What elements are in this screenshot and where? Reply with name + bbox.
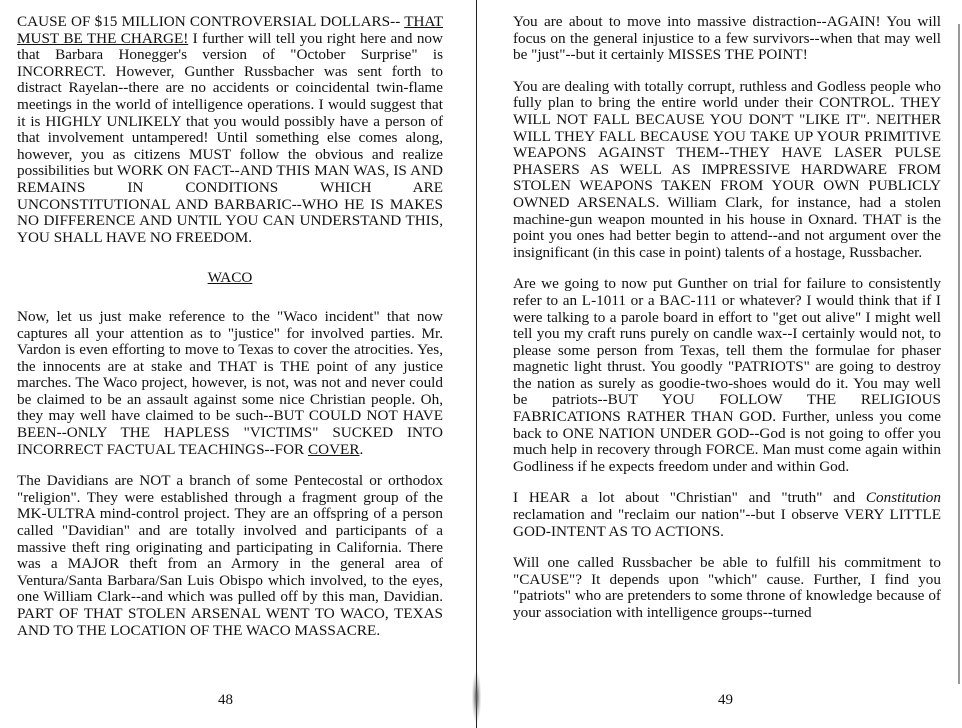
gutter-smudge xyxy=(472,672,481,722)
left-page xyxy=(17,14,443,639)
left-p2-underlined: COVER xyxy=(307,440,360,458)
right-paragraph-4 xyxy=(513,490,941,540)
right-p4-end: reclamation and "reclaim our nation"--but I observe VERY LITTLE GOD-INTENT AS TO ACTIONS. xyxy=(513,506,941,540)
right-p4-italic: Constitution xyxy=(865,489,941,507)
page-edge-line xyxy=(958,24,960,684)
right-page-number: 49 xyxy=(718,692,733,708)
left-p2-text: Now, let us just make reference to the "Waco incident" that now captures all your attention as to "justice" for involved parties. Mr. Vardon is even efforting to move to Texas to cover the atrocities. Yes, the innocents are at stake and THAT is THE point of any justice marches. The Waco project, however, is not, was not and never could be claimed to be an assault against some nice Christian people. Oh, they may well have claimed to be such--BUT COULD NOT HAVE BEEN--ONLY THE HAPLESS "VICTIMS" SUCKED INTO INCORRECT FACTUAL TEACHINGS--FOR xyxy=(17,307,443,458)
right-p4-start: I HEAR a lot about "Christian" and "truth" and xyxy=(513,489,866,507)
left-paragraph-1 xyxy=(17,14,443,246)
left-page-number: 48 xyxy=(218,692,233,708)
right-paragraph-5: Will one called Russbacher be able to fulfill his commitment to "CAUSE"? It depends upon "which" cause. Further, I find you "patriots" who are pretenders to some throne of knowledge because of your association with intelligence groups--turned xyxy=(513,554,941,621)
left-p2-end: . xyxy=(359,440,364,458)
right-paragraph-1: You are about to move into massive distraction--AGAIN! You will focus on the general injustice to a few survivors--when that may well be "just"--but it certainly MISSES THE POINT! xyxy=(513,13,941,64)
left-p1-underlined: THAT MUST BE THE CHARGE! xyxy=(17,13,443,47)
left-p1-rest: I further will tell you right here and now that Barbara Honegger's version of "October Surprise" is INCORRECT. However, Gunther Russbacher was sent forth to distract Rayelan--there are no accidents or coincidental twin-flame meetings in the world of intelligence operations. I would suggest that it is HIGHLY UNLIKELY that you would possibly have a person of that involvement untampered! Until something else comes along, however, you as citizens MUST follow the obvious and realize possibilities but WORK ON FACT--AND THIS MAN WAS, IS AND REMAINS IN CONDITIONS WHICH ARE UNCONSTITUTIONAL AND BARBARIC--WHO HE IS MAKES NO DIFFERENCE AND UNTIL YOU CAN UNDERSTAND THIS, YOU SHALL HAVE NO FREEDOM. xyxy=(17,29,443,246)
gutter-line xyxy=(476,0,477,728)
left-paragraph-3: The Davidians are NOT a branch of some Pentecostal or orthodox "religion". They were established through a fragment group of the MK-ULTRA mind-control project. They are an offspring of a person called "Davidian" and are totally involved and participants of a massive theft ring originating and participating in California. There was a MAJOR theft from an Armory in the general area of Ventura/Santa Barbara/San Luis Obispo which involved, to the eyes, one William Clark--and which was pulled off by this man, Davidian. PART OF THAT STOLEN ARSENAL WENT TO WACO, TEXAS AND TO THE LOCATION OF THE WACO MASSACRE. xyxy=(17,472,443,639)
right-paragraph-2: You are dealing with totally corrupt, ruthless and Godless people who fully plan to bring the entire world under their CONTROL. THEY WILL NOT FALL BECAUSE YOU DON'T "LIKE IT". NEITHER WILL THEY FALL BECAUSE YOU TAKE UP YOUR PRIMITIVE WEAPONS AGAINST THEM--THEY HAVE LASER PULSE PHASERS AS WELL AS IMPRESSIVE HARDWARE FROM STOLEN WEAPONS TAKEN FROM YOUR OWN PUBLICLY OWNED ARSENALS. William Clark, for instance, had a stolen machine-gun weapon mounted in his house in Oxnard. THAT is the point you ones had better begin to attend--and not argument over the insignificant (in this case in point) talents of a hostage, Russbacher. xyxy=(513,77,941,261)
left-paragraph-2 xyxy=(17,309,443,458)
left-p1-opening: CAUSE OF $15 MILLION CONTROVERSIAL DOLLARS-- xyxy=(17,13,401,30)
book-gutter xyxy=(470,0,482,728)
right-paragraph-3: Are we going to now put Gunther on trial for failure to consistently refer to an L-1011 or a BAC-111 or whatever? I would think that if I were talking to a parole board in effort to "get out alive" I might well tell you my craft runs purely on candle wax--I certainly would not, to please some person from Texas, tell them the formulae for phaser magnetic light thrust. You goodly "PATRIOTS" are going to destroy the nation as surely as goodie-two-shoes would do it. You may well be patriots--BUT YOU FOLLOW THE RELIGIOUS FABRICATIONS RATHER THAN GOD. Further, unless you come back to ONE NATION UNDER GOD--God is not going to offer you much help in recovery through FORCE. Man must come again within Godliness if he expects freedom under and within God. xyxy=(513,275,941,475)
right-page xyxy=(513,14,941,622)
section-heading-waco: WACO xyxy=(207,269,253,287)
